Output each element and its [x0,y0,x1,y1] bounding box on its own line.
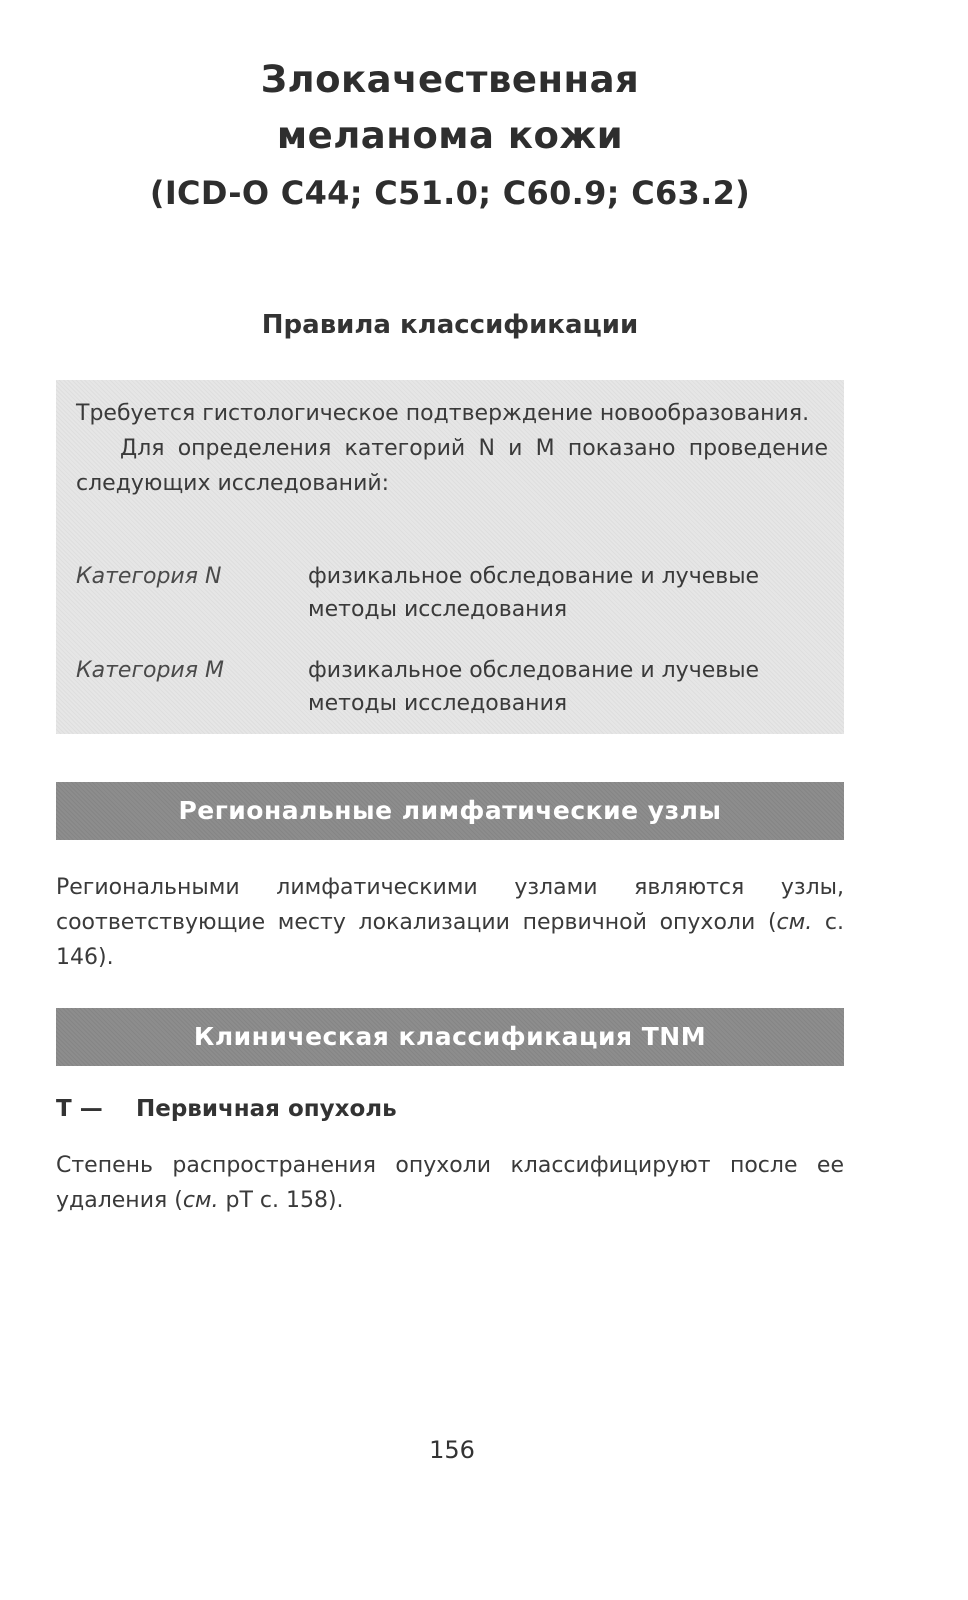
rules-paragraph-2: Для определения категорий N и M показано проведение следующих исследований: [76,436,828,496]
primary-tumor-text-before: Степень распространения опухоли классифицируют после ее удаления ( [56,1153,844,1213]
regional-nodes-text-after: с. 146). [56,910,844,970]
primary-tumor-text [56,1148,844,1218]
regional-nodes-text [56,870,844,975]
see-reference: см. [776,910,813,935]
title-line-2: меланома кожи [276,114,624,157]
regional-nodes-text-before: Региональными лимфатическими узлами являются узлы, соответствующие месту локализации первичной опухоли ( [56,875,844,935]
rules-paragraph-1: Требуется гистологическое подтверждение новообразования. [76,401,810,426]
see-reference: см. [182,1188,219,1213]
category-description: физикальное обследование и лучевые методы исследования [308,658,760,716]
clinical-classification-heading: Клиническая классификация TNM [56,1008,844,1066]
rules-text [76,396,828,501]
regional-nodes-heading: Региональные лимфатические узлы [56,782,844,840]
icd-codes: (ICD-O C44; C51.0; C60.9; C63.2) [149,174,751,212]
primary-tumor-text-after: pT с. 158). [218,1188,344,1213]
rules-box [56,380,844,734]
t-category-heading [56,1096,397,1122]
t-title: Первичная опухоль [136,1096,397,1122]
category-label: Категория N [76,564,222,589]
primary-tumor-paragraph [56,1148,844,1218]
category-description: физикальное обследование и лучевые методы исследования [308,564,760,622]
t-prefix: T — [56,1096,103,1122]
title-line-1: Злокачественная [260,58,640,101]
category-label: Категория M [76,658,224,683]
page-title [0,52,900,222]
regional-nodes-paragraph [56,870,844,975]
page-number: 156 [429,1436,475,1464]
rules-heading: Правила классификации [261,310,639,340]
